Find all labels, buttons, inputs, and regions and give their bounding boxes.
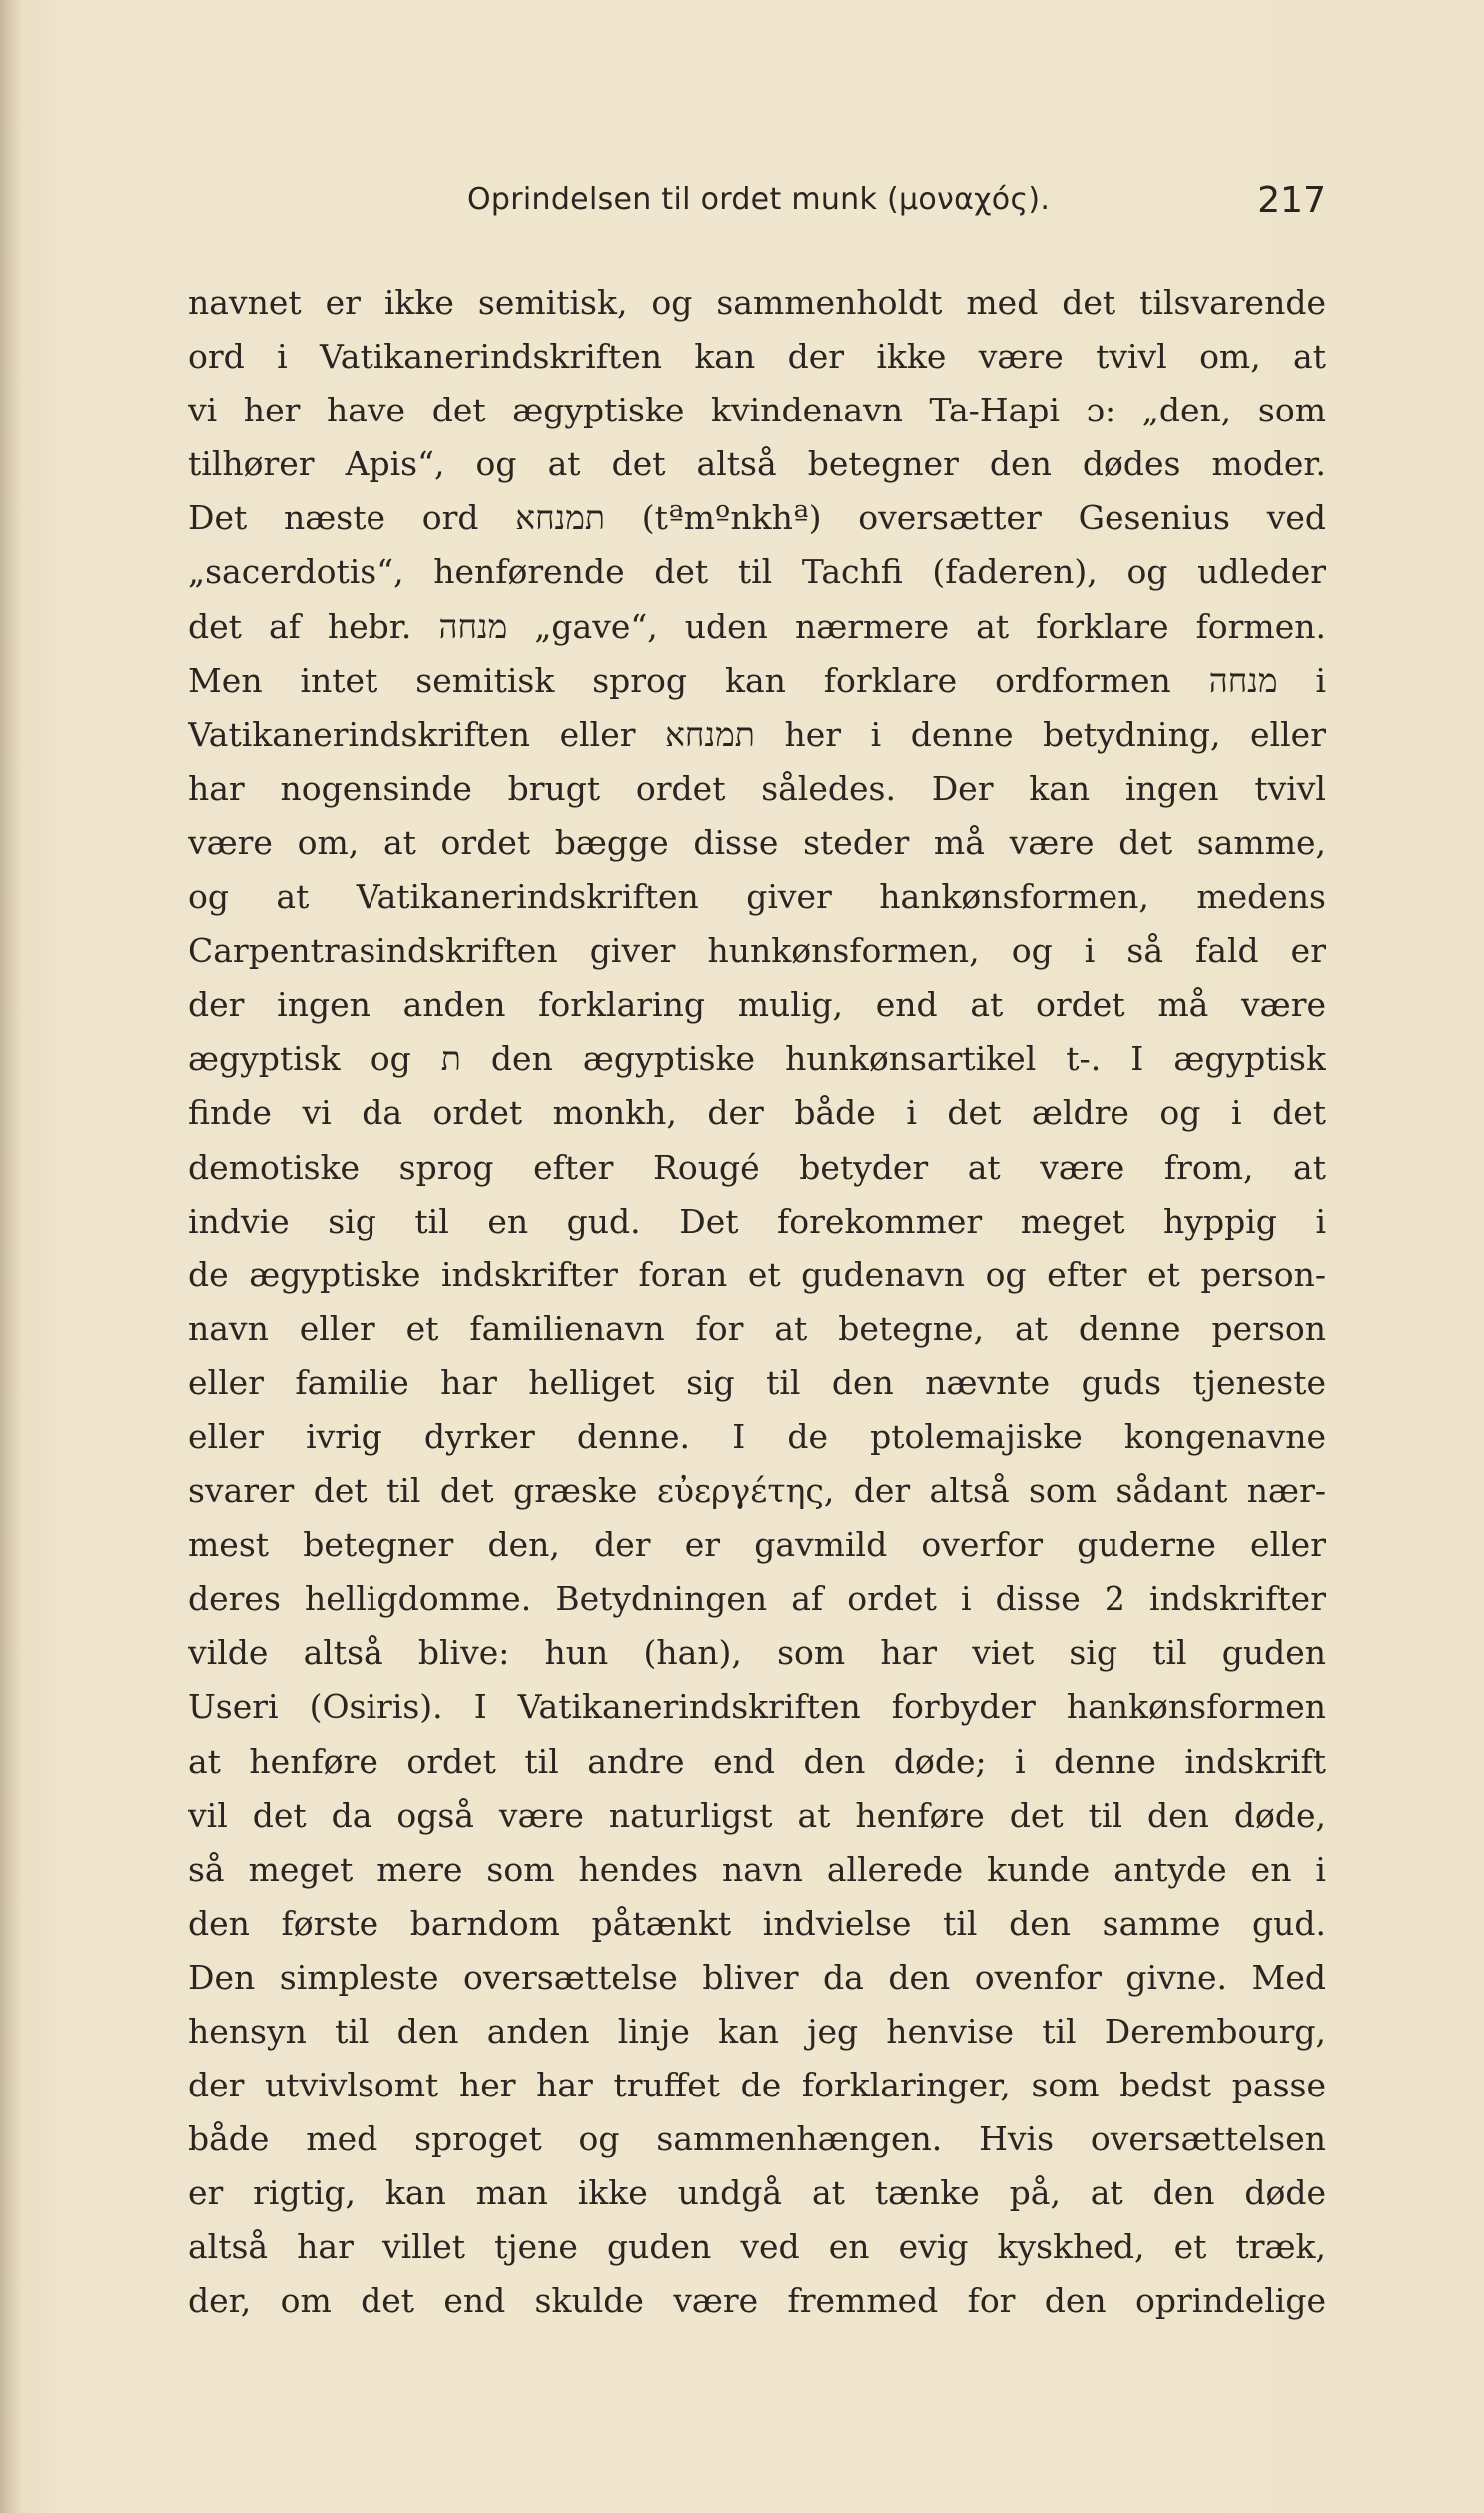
page-gutter-shadow bbox=[0, 0, 22, 2513]
text-line: altså har villet tjene guden ved en evig kyskhed, et træk, bbox=[188, 2227, 1326, 2267]
text-line: vi her have det ægyptiske kvindenavn Ta-Hapi ɔ: „den, som bbox=[188, 391, 1326, 430]
text-line: der, om det end skulde være fremmed for den oprindelige bbox=[188, 2281, 1326, 2321]
text-line: svarer det til det græske εὐεργέτης, der altså som sådant nær- bbox=[188, 1471, 1326, 1511]
text-line: Den simpleste oversættelse bliver da den ovenfor givne. Med bbox=[188, 1957, 1326, 1997]
text-line: det af hebr. מנחה „gave“, uden nærmere at forklare formen. bbox=[188, 606, 1326, 646]
text-line: så meget mere som hendes navn allerede kunde antyde en i bbox=[188, 1849, 1326, 1889]
text-line: ord i Vatikanerindskriften kan der ikke være tvivl om, at bbox=[188, 337, 1326, 377]
text-line: Det næste ord תמנחא (tªmºnkhª) oversætter Gesenius ved bbox=[188, 498, 1326, 538]
page-header bbox=[188, 180, 1326, 230]
text-line: både med sproget og sammenhængen. Hvis oversættelsen bbox=[188, 2119, 1326, 2159]
text-line: der utvivlsomt her har truffet de forklaringer, som bedst passe bbox=[188, 2066, 1326, 2105]
text-line: at henføre ordet til andre end den døde; i denne indskrift bbox=[188, 1741, 1326, 1781]
text-line: navn eller et familienavn for at betegne, at denne person bbox=[188, 1308, 1326, 1348]
text-line: eller familie har helliget sig til den nævnte guds tjeneste bbox=[188, 1362, 1326, 1402]
text-line: Men intet semitisk sprog kan forklare ordformen מנחה i bbox=[188, 660, 1326, 700]
running-title: Oprindelsen til ordet munk (μοναχός). bbox=[467, 182, 1051, 217]
text-line: har nogensinde brugt ordet således. Der kan ingen tvivl bbox=[188, 768, 1326, 808]
text-line: være om, at ordet bægge disse steder må være det samme, bbox=[188, 822, 1326, 862]
text-line: den første barndom påtænkt indvielse til den samme gud. bbox=[188, 1903, 1326, 1943]
text-line: Useri (Osiris). I Vatikanerindskriften forbyder hankønsformen bbox=[188, 1687, 1326, 1727]
text-line: mest betegner den, der er gavmild overfor guderne eller bbox=[188, 1525, 1326, 1565]
text-line: vilde altså blive: hun (han), som har viet sig til guden bbox=[188, 1633, 1326, 1673]
text-line: indvie sig til en gud. Det forekommer meget hyppig i bbox=[188, 1201, 1326, 1241]
text-line: Vatikanerindskriften eller תמנחא her i denne betydning, eller bbox=[188, 714, 1326, 754]
text-line: der ingen anden forklaring mulig, end at ordet må være bbox=[188, 985, 1326, 1025]
text-line: tilhører Apis“, og at det altså betegner den dødes moder. bbox=[188, 444, 1326, 484]
text-line: er rigtig, kan man ikke undgå at tænke på, at den døde bbox=[188, 2173, 1326, 2213]
text-line: deres helligdomme. Betydningen af ordet i disse 2 indskrifter bbox=[188, 1579, 1326, 1619]
text-line: ægyptisk og ת den ægyptiske hunkønsartikel t-. I ægyptisk bbox=[188, 1039, 1326, 1079]
text-line: hensyn til den anden linje kan jeg henvise til Derembourg, bbox=[188, 2012, 1326, 2051]
text-line: navnet er ikke semitisk, og sammenholdt med det tilsvarende bbox=[188, 283, 1326, 322]
text-line: vil det da også være naturligst at henføre det til den døde, bbox=[188, 1795, 1326, 1835]
text-line: eller ivrig dyrker denne. I de ptolemajiske kongenavne bbox=[188, 1416, 1326, 1456]
text-line: Carpentrasindskriften giver hunkønsformen, og i så fald er bbox=[188, 931, 1326, 971]
body-text bbox=[188, 276, 1326, 2329]
text-line: „sacerdotis“, henførende det til Tachfi (faderen), og udleder bbox=[188, 552, 1326, 592]
text-line: finde vi da ordet monkh, der både i det ældre og i det bbox=[188, 1093, 1326, 1133]
text-line: demotiske sprog efter Rougé betyder at være from, at bbox=[188, 1147, 1326, 1187]
page-number: 217 bbox=[1257, 180, 1326, 221]
text-line: de ægyptiske indskrifter foran et gudenavn og efter et person- bbox=[188, 1255, 1326, 1294]
text-line: og at Vatikanerindskriften giver hankønsformen, medens bbox=[188, 877, 1326, 917]
